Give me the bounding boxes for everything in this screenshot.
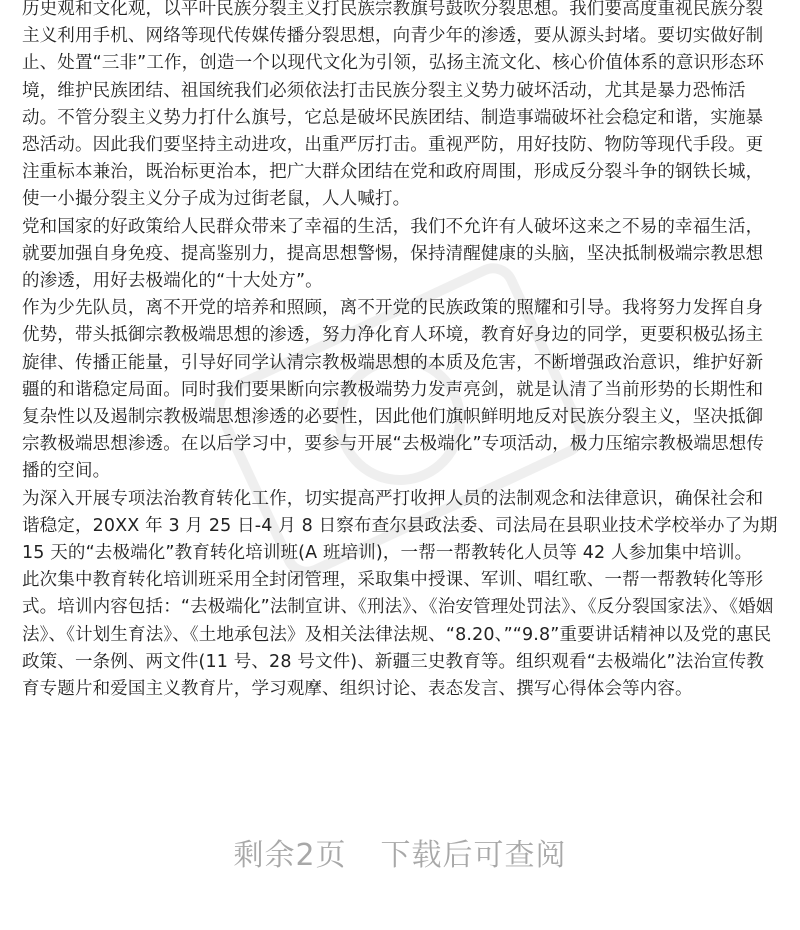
document-body <box>22 0 780 703</box>
paragraph-1: 历史观和文化观，以平叶民族分裂主义打民族宗教旗号鼓吹分裂思想。我们要高度重视民族分裂主义利用手机、网络等现代传媒传播分裂思想，向青少年的渗透，要从源头封堵。要切实做好制止、处置“三非”工作，创造一个以现代文化为引领，弘扬主流文化、核心价值体系的意识形态环境，维护民族团结、祖国统我们必须依法打击民族分裂主义势力破坏活动，尤其是暴力恐怖活动。不管分裂主义势力打什么旗号，它总是破坏民族团结、制造事端破坏社会稳定和谐，实施暴恐活动。因此我们要坚持主动进攻，出重严厉打击。重视严防，用好技防、物防等现代手段。更注重标本兼治，既治标更治本，把广大群众团结在党和政府周围，形成反分裂斗争的钢铁长城，使一小撮分裂主义分子成为过街老鼠，人人喊打。 <box>22 0 765 210</box>
paragraph-5: 此次集中教育转化培训班采用全封闭管理，采取集中授课、军训、唱红歌、一帮一帮教转化等形式。培训内容包括：“去极端化”法制宣讲、《刑法》、《治安管理处罚法》、《反分裂国家法》、《婚姻法》、《计划生育法》、《土地承包法》及相关法律法规、“8.20、”“9.8”重要讲话精神以及党的惠民政策、一条例、两文件(11 号、28 号文件)、新疆三史教育等。组织观看“去极端化”法治宣传教育专题片和爱国主义教育片，学习观摩、组织讨论、表态发言、撰写心得体会等内容。 <box>22 570 774 700</box>
paragraph-4: 为深入开展专项法治教育转化工作，切实提高严打收押人员的法制观念和法律意识，确保社会和谐稳定，20XX 年 3 月 25 日-4 月 8 日察布查尔县政法委、司法局在县职业技术学校举办了为期 15 天的“去极端化”教育转化培训班(A 班培训)，一帮一帮教转化人员等 42 人参加集中培训。 <box>22 488 778 564</box>
download-to-view-text: 下载后可查阅 <box>380 838 567 873</box>
paragraph-2: 党和国家的好政策给人民群众带来了幸福的生活，我们不允许有人破坏这来之不易的幸福生活，就要加强自身免疫、提高鉴别力，提高思想警惕，保持清醒健康的头脑，坚决抵制极端宗教思想的渗透，用好去极端化的“十大处方”。 <box>22 216 764 292</box>
remaining-pages-text: 剩余2页 <box>233 838 347 873</box>
paragraph-3: 作为少先队员，离不开党的培养和照顾，离不开党的民族政策的照耀和引导。我将努力发挥自身优势，带头抵御宗教极端思想的渗透，努力净化育人环境，教育好身边的同学，更要积极弘扬主旋律、传播正能量，引导好同学认清宗教极端思想的本质及危害，不断增强政治意识，维护好新疆的和谐稳定局面。同时我们要果断向宗教极端势力发声亮剑，就是认清了当前形势的长期性和复杂性以及遏制宗教极端思想渗透的必要性，因此他们旗帜鲜明地反对民族分裂主义，坚决抵御宗教极端思想渗透。在以后学习中，要参与开展“去极端化”专项活动，极力压缩宗教极端思想传播的空间。 <box>22 298 765 482</box>
remaining-pages-prompt[interactable] <box>0 830 800 874</box>
